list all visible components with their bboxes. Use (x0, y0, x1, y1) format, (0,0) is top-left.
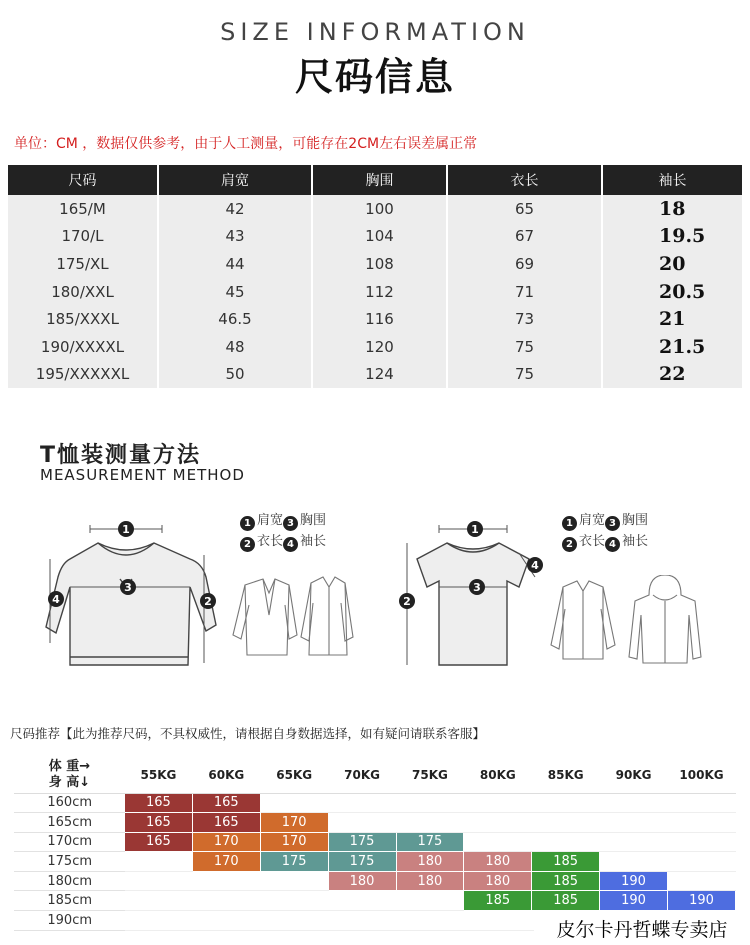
title-cn: 尺码信息 (294, 55, 455, 99)
legend-right (562, 510, 648, 552)
recommend-cell: 170 (260, 813, 328, 833)
marker-4-label: 4 (52, 593, 60, 606)
size-cell: 42 (158, 195, 312, 223)
recommend-cell: 185 (464, 891, 532, 911)
recommend-cell (464, 813, 532, 833)
measurement-title-cn: T恤装测量方法 (40, 443, 202, 468)
recommend-cell: 185 (532, 871, 600, 891)
recommend-cell (668, 813, 736, 833)
recommend-cell (396, 911, 464, 931)
recommend-cell: 185 (532, 891, 600, 911)
recommend-cell (600, 813, 668, 833)
height-label: 165cm (15, 813, 125, 833)
recommend-row (15, 832, 736, 852)
size-cell: 120 (312, 333, 447, 361)
size-table (8, 165, 742, 388)
recommend-cell: 185 (532, 852, 600, 872)
title-en: SIZE INFORMATION (220, 18, 530, 46)
size-cell: 124 (312, 361, 447, 389)
recommend-row (15, 871, 736, 891)
legend-r-num-1: 1 (562, 516, 577, 531)
size-cell: 170/L (8, 223, 158, 251)
legend-r-label-sleeve: 袖长 (622, 534, 649, 549)
col-header-size: 尺码 (8, 165, 158, 195)
size-cell: 22 (602, 361, 742, 389)
weight-header: 100KG (668, 757, 736, 793)
recommend-cell (192, 911, 260, 931)
size-cell: 73 (447, 305, 602, 333)
size-cell: 116 (312, 305, 447, 333)
recommend-cell (260, 891, 328, 911)
recommend-cell (260, 911, 328, 931)
recommend-cell (125, 891, 193, 911)
recommend-cell: 170 (260, 832, 328, 852)
measurement-title-en: MEASUREMENT METHOD (40, 466, 245, 484)
recommend-row (15, 793, 736, 813)
size-row (8, 195, 742, 223)
size-cell: 50 (158, 361, 312, 389)
recommend-cell (668, 871, 736, 891)
weight-header: 70KG (328, 757, 396, 793)
height-label: 190cm (15, 911, 125, 931)
legend-r-label-length: 衣长 (579, 534, 606, 549)
recommend-cell (668, 793, 736, 813)
size-cell: 100 (312, 195, 447, 223)
legend-num-4: 4 (283, 537, 298, 552)
size-cell: 75 (447, 333, 602, 361)
recommend-cell (464, 832, 532, 852)
tshirt-diagram (395, 515, 555, 675)
recommend-cell: 190 (668, 891, 736, 911)
recommend-cell (328, 813, 396, 833)
size-cell: 43 (158, 223, 312, 251)
legend-label-chest: 胸围 (300, 513, 327, 528)
recommend-cell (532, 793, 600, 813)
legend-r-label-chest: 胸围 (622, 513, 649, 528)
recommend-cell (600, 793, 668, 813)
size-cell: 69 (447, 250, 602, 278)
marker-1-label: 1 (122, 523, 130, 536)
size-cell: 108 (312, 250, 447, 278)
weight-header: 85KG (532, 757, 600, 793)
legend-label-sleeve: 袖长 (300, 534, 327, 549)
col-header-chest: 胸围 (312, 165, 447, 195)
recommend-cell: 180 (396, 871, 464, 891)
recommend-cell (464, 911, 532, 931)
tshirt-marker-1-label: 1 (471, 523, 479, 536)
recommend-cell (464, 793, 532, 813)
legend-num-3: 3 (283, 516, 298, 531)
marker-2-label: 2 (204, 595, 212, 608)
size-cell: 175/XL (8, 250, 158, 278)
tshirt-marker-4-label: 4 (531, 559, 539, 572)
weight-header: 55KG (125, 757, 193, 793)
weight-header: 65KG (260, 757, 328, 793)
recommend-cell (396, 813, 464, 833)
size-row (8, 361, 742, 389)
recommend-row (15, 813, 736, 833)
recommend-cell (600, 832, 668, 852)
recommend-cell: 165 (192, 793, 260, 813)
recommend-cell (260, 793, 328, 813)
size-row (8, 278, 742, 306)
recommend-cell: 190 (600, 871, 668, 891)
recommend-cell: 165 (125, 832, 193, 852)
size-cell: 18 (602, 195, 742, 223)
size-cell: 65 (447, 195, 602, 223)
recommend-cell: 165 (125, 813, 193, 833)
size-row (8, 223, 742, 251)
recommend-cell: 175 (328, 852, 396, 872)
size-table-header (8, 165, 742, 195)
legend-left (240, 510, 326, 552)
legend-num-1: 1 (240, 516, 255, 531)
height-label: 160cm (15, 793, 125, 813)
recommend-cell (192, 891, 260, 911)
size-cell: 44 (158, 250, 312, 278)
recommend-cell: 165 (125, 793, 193, 813)
size-cell: 20 (602, 250, 742, 278)
size-cell: 112 (312, 278, 447, 306)
weight-header: 90KG (600, 757, 668, 793)
recommend-cell: 180 (464, 852, 532, 872)
recommend-cell: 175 (260, 852, 328, 872)
recommend-cell (328, 793, 396, 813)
unit-note: 单位：CM ，数据仅供参考，由于人工测量，可能存在2CM左右误差属正常 (14, 136, 478, 152)
size-cell: 71 (447, 278, 602, 306)
size-cell: 190/XXXXL (8, 333, 158, 361)
recommend-cell: 190 (600, 891, 668, 911)
size-row (8, 305, 742, 333)
recommend-corner (15, 757, 125, 793)
recommend-cell (532, 832, 600, 852)
recommend-title: 尺码推荐【此为推荐尺码，不具权威性，请根据自身数据选择，如有疑问请联系客服】 (10, 726, 486, 741)
tshirt-marker-2-label: 2 (403, 595, 411, 608)
weight-header: 75KG (396, 757, 464, 793)
recommend-row (15, 852, 736, 872)
size-cell: 20.5 (602, 278, 742, 306)
size-row (8, 333, 742, 361)
recommend-row (15, 891, 736, 911)
height-label: 185cm (15, 891, 125, 911)
size-row (8, 250, 742, 278)
recommend-cell (125, 911, 193, 931)
size-cell: 75 (447, 361, 602, 389)
recommend-cell (396, 891, 464, 911)
jacket-icons-left (225, 575, 355, 665)
recommend-cell (125, 871, 193, 891)
size-cell: 67 (447, 223, 602, 251)
size-cell: 21.5 (602, 333, 742, 361)
recommend-cell (328, 891, 396, 911)
legend-r-num-4: 4 (605, 537, 620, 552)
legend-label-length: 衣长 (257, 534, 284, 549)
marker-3-label: 3 (124, 581, 132, 594)
size-cell: 46.5 (158, 305, 312, 333)
recommend-cell (668, 852, 736, 872)
legend-r-num-3: 3 (605, 516, 620, 531)
recommend-cell: 170 (192, 852, 260, 872)
recommend-cell: 170 (192, 832, 260, 852)
store-badge: 皮尔卡丹哲蝶专卖店 (534, 915, 750, 945)
recommend-cell (125, 852, 193, 872)
size-cell: 165/M (8, 195, 158, 223)
size-cell: 45 (158, 278, 312, 306)
col-header-length: 衣长 (447, 165, 602, 195)
size-cell: 48 (158, 333, 312, 361)
col-header-shoulder: 肩宽 (158, 165, 312, 195)
recommend-cell (532, 813, 600, 833)
recommend-cell (260, 871, 328, 891)
recommend-header-row (15, 757, 736, 793)
legend-label-shoulder: 肩宽 (257, 513, 284, 528)
weight-header: 60KG (192, 757, 260, 793)
jacket-icons-right (545, 575, 705, 670)
recommend-cell: 175 (396, 832, 464, 852)
height-label: 180cm (15, 871, 125, 891)
size-cell: 104 (312, 223, 447, 251)
recommend-cell (328, 911, 396, 931)
height-label: 170cm (15, 832, 125, 852)
corner-weight: 体 重→ (48, 758, 91, 774)
recommend-cell (600, 852, 668, 872)
recommend-cell (192, 871, 260, 891)
weight-header: 80KG (464, 757, 532, 793)
size-cell: 19.5 (602, 223, 742, 251)
recommend-cell: 175 (328, 832, 396, 852)
size-cell: 195/XXXXXL (8, 361, 158, 389)
recommend-cell: 165 (192, 813, 260, 833)
longsleeve-diagram (40, 515, 230, 675)
size-cell: 180/XXL (8, 278, 158, 306)
recommend-cell (396, 793, 464, 813)
recommend-cell: 180 (396, 852, 464, 872)
legend-r-label-shoulder: 肩宽 (579, 513, 606, 528)
height-label: 175cm (15, 852, 125, 872)
legend-num-2: 2 (240, 537, 255, 552)
recommend-table (14, 757, 736, 931)
size-cell: 21 (602, 305, 742, 333)
legend-r-num-2: 2 (562, 537, 577, 552)
recommend-cell (668, 832, 736, 852)
recommend-cell: 180 (464, 871, 532, 891)
col-header-sleeve: 袖长 (602, 165, 742, 195)
size-cell: 185/XXXL (8, 305, 158, 333)
recommend-cell: 180 (328, 871, 396, 891)
tshirt-marker-3-label: 3 (473, 581, 481, 594)
corner-height: 身 高↓ (48, 774, 91, 790)
